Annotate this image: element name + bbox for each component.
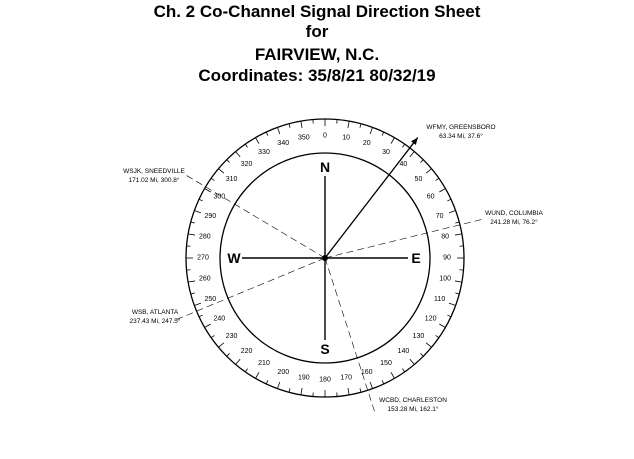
degree-label: 350	[297, 134, 310, 142]
degree-label: 270	[197, 254, 209, 262]
cardinal-w: W	[227, 250, 241, 266]
tick-mark	[301, 121, 302, 128]
station-line	[325, 219, 482, 258]
tick-mark	[426, 343, 431, 347]
tick-mark	[236, 359, 240, 364]
tick-mark	[455, 281, 462, 282]
tick-mark	[211, 178, 214, 180]
degree-label: 180	[319, 376, 331, 384]
sheet-title: Ch. 2 Co-Channel Signal Direction Sheet	[153, 2, 481, 21]
tick-mark	[199, 199, 203, 201]
station-line	[325, 258, 375, 412]
arrowhead	[411, 138, 418, 145]
degree-label: 10	[342, 134, 351, 142]
tick-mark	[447, 315, 451, 317]
station-line	[175, 258, 325, 320]
degree-label: 100	[439, 275, 451, 283]
station-detail: 237.43 Mi, 247.5°	[129, 318, 181, 325]
station-call: WSB, ATLANTA	[131, 309, 179, 316]
tick-mark	[370, 382, 372, 389]
tick-mark	[256, 372, 260, 378]
degree-label: 320	[240, 161, 253, 169]
tick-mark	[188, 234, 195, 235]
tick-mark	[289, 124, 290, 128]
degree-label: 140	[397, 347, 410, 355]
degree-label: 280	[199, 233, 211, 241]
tick-mark	[211, 335, 214, 337]
tick-mark	[277, 382, 279, 389]
station-detail: 171.02 Mi, 300.8°	[128, 177, 180, 184]
tick-mark	[402, 144, 404, 147]
tick-mark	[436, 335, 439, 337]
degree-label: 120	[424, 315, 437, 323]
tick-mark	[219, 169, 224, 173]
station-line	[325, 138, 418, 258]
degree-label: 60	[426, 193, 435, 201]
tick-mark	[449, 303, 456, 305]
degree-label: 210	[258, 360, 270, 368]
station-detail: 241.28 Mi, 76.2°	[490, 219, 538, 226]
degree-label: 20	[362, 139, 371, 147]
tick-mark	[455, 234, 462, 235]
degree-label: 290	[204, 212, 217, 220]
degree-label: 170	[340, 374, 353, 382]
tick-mark	[436, 178, 439, 180]
tick-mark	[455, 222, 459, 223]
tick-mark	[245, 369, 247, 372]
degree-label: 310	[225, 176, 238, 184]
degree-label: 80	[441, 233, 450, 241]
degree-label: 130	[412, 332, 425, 340]
tick-mark	[256, 138, 260, 144]
degree-label: 50	[414, 176, 423, 184]
tick-mark	[410, 359, 414, 364]
degree-label: 70	[435, 212, 444, 220]
center-point	[322, 255, 328, 261]
degree-label: 250	[204, 296, 217, 304]
degree-label: 230	[225, 332, 238, 340]
degree-label: 150	[380, 360, 392, 368]
tick-mark	[301, 388, 302, 395]
station-call: WCBD, CHARLESTON	[379, 397, 447, 404]
tick-mark	[199, 315, 203, 317]
degree-label: 0	[323, 132, 327, 140]
degree-label: 160	[360, 369, 373, 377]
station-call: WUND, COLUMBIA	[485, 210, 543, 217]
sheet-title-for: for	[305, 22, 329, 41]
tick-mark	[219, 343, 224, 347]
cardinal-s: S	[320, 341, 330, 357]
tick-mark	[194, 303, 201, 305]
tick-mark	[266, 132, 268, 136]
degree-label: 90	[443, 254, 451, 262]
tick-mark	[191, 222, 195, 223]
tick-mark	[360, 388, 361, 392]
tick-mark	[382, 132, 384, 136]
degree-label: 300	[213, 193, 226, 201]
tick-mark	[205, 324, 211, 328]
tick-mark	[402, 369, 404, 372]
tick-mark	[360, 124, 361, 128]
degree-label: 240	[213, 315, 226, 323]
degree-label: 330	[258, 148, 270, 156]
degree-label: 200	[277, 369, 290, 377]
degree-label: 30	[382, 148, 390, 156]
station-call: WSJK, SNEEDVILLE	[123, 168, 185, 175]
degree-label: 340	[277, 139, 290, 147]
tick-mark	[289, 388, 290, 392]
degree-label: 220	[240, 347, 253, 355]
tick-mark	[227, 160, 230, 163]
tick-mark	[191, 293, 195, 294]
tick-mark	[420, 160, 423, 163]
tick-mark	[266, 380, 268, 384]
tick-mark	[410, 152, 414, 157]
tick-mark	[277, 127, 279, 134]
location-name: FAIRVIEW, N.C.	[254, 45, 380, 64]
tick-mark	[455, 293, 459, 294]
tick-mark	[227, 353, 230, 356]
tick-mark	[447, 199, 451, 201]
tick-mark	[426, 169, 431, 173]
tick-mark	[370, 127, 372, 134]
tick-mark	[439, 324, 445, 328]
tick-mark	[236, 152, 240, 157]
coordinates: Coordinates: 35/8/21 80/32/19	[198, 66, 436, 85]
tick-mark	[194, 210, 201, 212]
tick-mark	[348, 121, 349, 128]
tick-mark	[420, 353, 423, 356]
station-call: WFMY, GREENSBORO	[426, 124, 496, 131]
degree-label: 190	[297, 374, 310, 382]
tick-mark	[439, 189, 445, 193]
tick-mark	[382, 380, 384, 384]
cardinal-n: N	[319, 159, 331, 175]
degree-label: 40	[399, 161, 408, 169]
cardinal-e: E	[411, 250, 421, 266]
tick-mark	[348, 388, 349, 395]
tick-mark	[391, 372, 395, 378]
tick-mark	[449, 210, 456, 212]
tick-mark	[188, 281, 195, 282]
tick-mark	[391, 138, 395, 144]
station-detail: 153.28 Mi, 162.1°	[387, 406, 439, 413]
tick-mark	[245, 144, 247, 147]
station-detail: 63.34 Mi, 37.6°	[439, 133, 483, 140]
degree-label: 260	[199, 275, 211, 283]
degree-label: 110	[434, 296, 446, 304]
